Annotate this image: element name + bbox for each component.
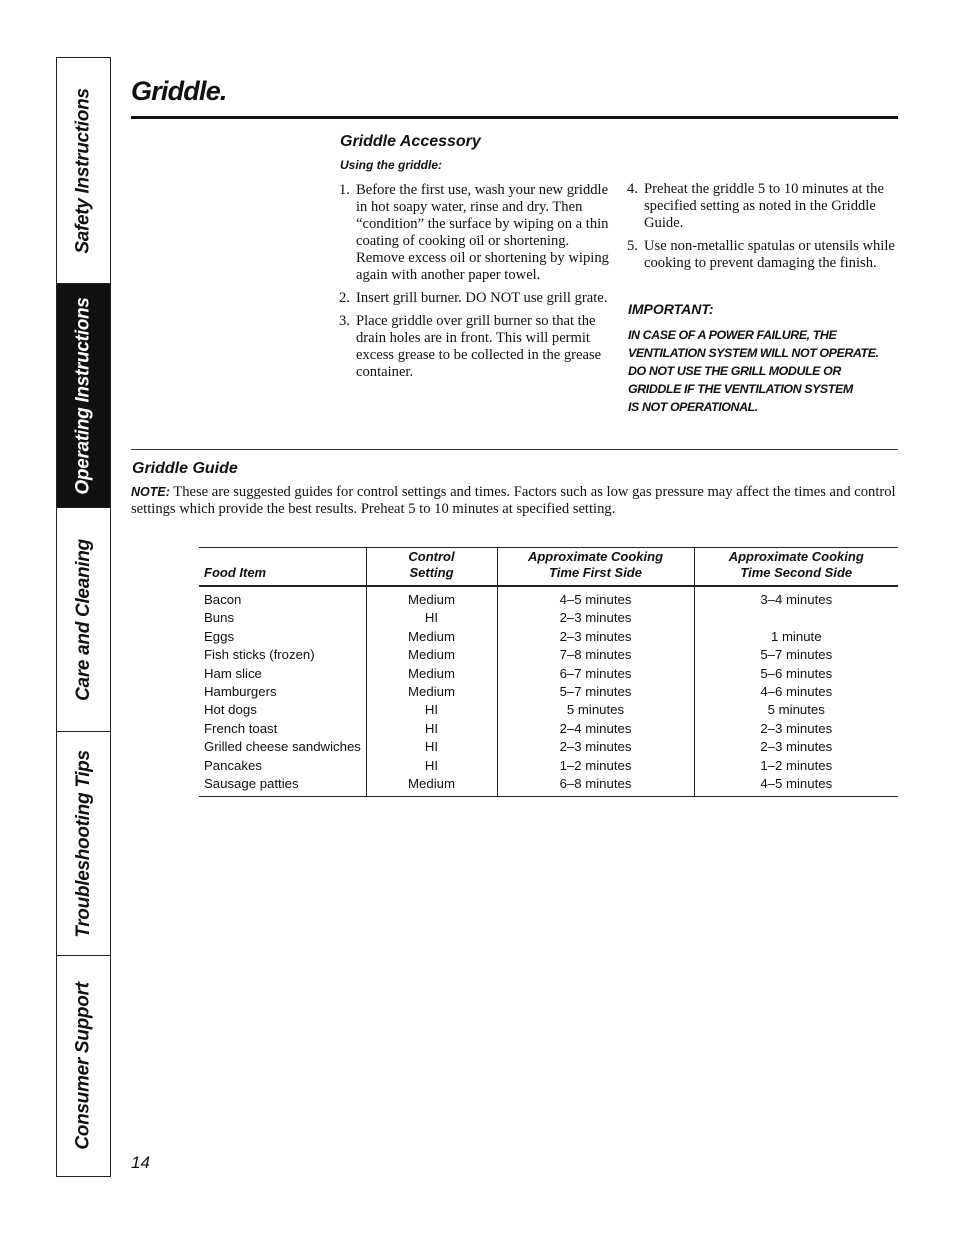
cell-food-item: Pancakes: [204, 757, 262, 773]
cell-food-item: French toast: [204, 720, 278, 736]
cell-control-setting: HI: [366, 720, 497, 738]
cell-time-second-side: 4–6 minutes: [694, 683, 898, 701]
table-row: [199, 628, 898, 646]
cell-time-second-side: 4–5 minutes: [694, 775, 898, 797]
step-number: 4.: [627, 181, 638, 197]
cell-time-first-side: 4–5 minutes: [497, 586, 694, 609]
step-number: 3.: [339, 313, 350, 329]
header-time-second-side: Approximate Cooking Time Second Side: [694, 548, 898, 587]
warning-line: IN CASE OF A POWER FAILURE, THE: [628, 328, 837, 342]
header-control-setting: Control Setting: [366, 548, 497, 587]
important-warning: [628, 326, 903, 416]
cell-time-second-side: 5–6 minutes: [694, 665, 898, 683]
step-number: 5.: [627, 238, 638, 254]
cell-time-second-side: 2–3 minutes: [694, 738, 898, 756]
cell-time-second-side: 1 minute: [694, 628, 898, 646]
table-row: [199, 738, 898, 756]
table-row: [199, 586, 898, 609]
cell-control-setting: HI: [366, 701, 497, 719]
cell-food-item: Ham slice: [204, 665, 262, 681]
section-tabs: [56, 57, 111, 1177]
accessory-heading: Griddle Accessory: [340, 133, 481, 150]
cell-time-second-side: 5–7 minutes: [694, 646, 898, 664]
cell-time-first-side: 5–7 minutes: [497, 683, 694, 701]
cell-food-item: Sausage patties: [199, 775, 366, 797]
warning-line: VENTILATION SYSTEM WILL NOT OPERATE.: [628, 346, 879, 360]
section-divider: [131, 449, 898, 450]
table-header-row: [199, 548, 898, 587]
step-text: Place griddle over grill burner so that the drain holes are in front. This will permit excess grease to be collected in the grease container.: [356, 313, 602, 380]
cell-control-setting: Medium: [366, 646, 497, 664]
cell-food-item: Hamburgers: [204, 684, 277, 700]
tab-label: Care and Cleaning: [72, 538, 94, 701]
tab-label: Operating Instructions: [72, 296, 94, 495]
steps-list-right: [627, 181, 899, 278]
tab-operating-instructions[interactable]: [57, 284, 110, 508]
tab-care-and-cleaning[interactable]: [57, 508, 110, 732]
cell-time-first-side: 6–7 minutes: [497, 665, 694, 683]
cell-food-item: Buns: [204, 610, 235, 626]
step-text: Before the first use, wash your new griddle in hot soapy water, rinse and dry. Then “condition” the surface by wiping on a thin coating of cooking oil or shortening. Remove excess oil or shortening by wiping again with another paper towel.: [356, 182, 609, 283]
important-heading: IMPORTANT:: [628, 301, 714, 317]
cell-food-item: Grilled cheese sandwiches: [204, 739, 361, 755]
cell-food-item: Fish sticks (frozen): [204, 647, 315, 663]
step-number: 2.: [339, 290, 350, 306]
cell-control-setting: HI: [366, 738, 497, 756]
tab-safety-instructions[interactable]: [57, 58, 110, 284]
cell-control-setting: Medium: [366, 586, 497, 609]
cell-time-second-side: 3–4 minutes: [694, 586, 898, 609]
guide-note: [131, 484, 901, 518]
table-body: [199, 586, 898, 797]
tab-label: Consumer Support: [72, 982, 94, 1150]
step-item: [339, 290, 611, 307]
guide-heading: Griddle Guide: [132, 460, 238, 477]
header-food-item: Food Item: [199, 548, 366, 587]
tab-consumer-support[interactable]: [57, 956, 110, 1176]
cell-control-setting: Medium: [366, 683, 497, 701]
step-item: [339, 313, 611, 381]
title-divider: [131, 116, 898, 119]
cell-time-first-side: 2–3 minutes: [497, 628, 694, 646]
table-row: [199, 683, 898, 701]
step-text: Preheat the griddle 5 to 10 minutes at the specified setting as noted in the Griddle Guide.: [644, 181, 884, 231]
tab-label: Safety Instructions: [72, 87, 94, 254]
cell-food-item: Bacon: [204, 592, 242, 607]
tab-troubleshooting-tips[interactable]: [57, 732, 110, 956]
step-number: 1.: [339, 182, 350, 198]
cell-time-first-side: 2–3 minutes: [497, 738, 694, 756]
table-row: [199, 720, 898, 738]
cell-food-item: Hot dogs: [204, 702, 257, 718]
steps-list-left: [339, 182, 611, 387]
table-row: [199, 757, 898, 775]
warning-line: DO NOT USE THE GRILL MODULE OR: [628, 364, 841, 378]
cell-time-first-side: 1–2 minutes: [497, 757, 694, 775]
step-item: [627, 181, 899, 232]
cell-control-setting: Medium: [366, 665, 497, 683]
warning-line: GRIDDLE IF THE VENTILATION SYSTEM: [628, 382, 853, 396]
warning-line: IS NOT OPERATIONAL.: [628, 400, 758, 414]
tab-label: Troubleshooting Tips: [72, 749, 94, 938]
accessory-subheading: Using the griddle:: [340, 158, 442, 172]
cell-time-second-side: 5 minutes: [694, 701, 898, 719]
cell-time-first-side: 5 minutes: [497, 701, 694, 719]
cell-time-first-side: 2–3 minutes: [497, 609, 694, 627]
cell-time-second-side: [694, 609, 898, 627]
table-row: [199, 775, 898, 797]
page-title: Griddle.: [131, 76, 227, 106]
cell-time-first-side: 6–8 minutes: [497, 775, 694, 797]
step-text: Insert grill burner. DO NOT use grill grate.: [356, 290, 608, 306]
cell-time-second-side: 1–2 minutes: [694, 757, 898, 775]
note-text: These are suggested guides for control settings and times. Factors such as low gas pressure may affect the times and control settings which provide the best results. Preheat 5 to 10 minutes at specified setting.: [131, 484, 896, 517]
table-row: [199, 609, 898, 627]
table-row: [199, 665, 898, 683]
cell-control-setting: Medium: [366, 628, 497, 646]
table-row: [199, 701, 898, 719]
step-item: [627, 238, 899, 272]
header-time-first-side: Approximate Cooking Time First Side: [497, 548, 694, 587]
cell-food-item: Eggs: [204, 628, 235, 644]
page-number: 14: [131, 1153, 150, 1172]
note-label: NOTE:: [131, 485, 170, 499]
cell-time-first-side: 7–8 minutes: [497, 646, 694, 664]
step-text: Use non-metallic spatulas or utensils while cooking to prevent damaging the finish.: [644, 238, 895, 271]
cell-time-second-side: 2–3 minutes: [694, 720, 898, 738]
griddle-guide-table: [199, 547, 898, 797]
cell-control-setting: HI: [366, 757, 497, 775]
step-item: [339, 182, 611, 284]
table-row: [199, 646, 898, 664]
cell-control-setting: Medium: [366, 775, 497, 797]
cell-time-first-side: 2–4 minutes: [497, 720, 694, 738]
cell-control-setting: HI: [366, 609, 497, 627]
